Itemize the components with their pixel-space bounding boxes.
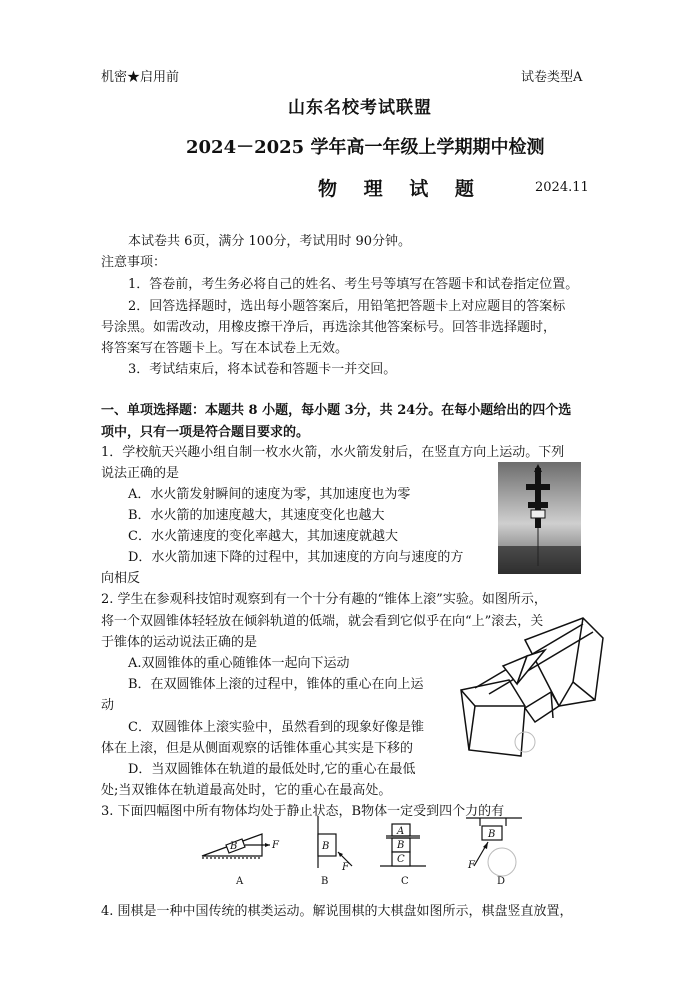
option-d: D．水火箭加速下降的过程中，其加速度的方向与速度的方: [128, 550, 464, 565]
diagram-b: [318, 816, 352, 873]
question-stem: 2. 学生在参观科技馆时观察到有一个十分有趣的“锥体上滚”实验。如图所示，: [101, 592, 547, 607]
notice-title: 注意事项：: [101, 255, 167, 270]
diagram-c-a-label: A: [397, 826, 405, 837]
intro-line: 本试卷共 6页，满分 100分，考试用时 90分钟。: [128, 234, 412, 249]
diagram-c-c-label: C: [397, 854, 405, 865]
option-c-cont: 体在上滚，但是从侧面观察的话锥体重心其实是下移的: [101, 741, 414, 756]
org-title: 山东名校考试联盟: [288, 98, 432, 118]
question-stem: 于锥体的运动说法正确的是: [101, 635, 258, 650]
option-d-cont: 向相反: [101, 571, 141, 586]
diagram-label-a: A: [236, 876, 244, 887]
option-b-cont: 动: [101, 698, 115, 713]
notice-item: 将答案写在答题卡上。写在本试卷上无效。: [101, 341, 349, 356]
diagram-b-f-label: F: [342, 862, 349, 873]
exam-date: 2024.11: [535, 180, 589, 195]
notice-item: 3．考试结束后，将本试卷和答题卡一并交回。: [128, 362, 397, 377]
confidential-label: 机密★启用前: [101, 70, 180, 85]
question-stem: 3. 下面四幅图中所有物体均处于静止状态，B物体一定受到四个力的有: [101, 804, 505, 819]
section-heading: 一、单项选择题：本题共 8 小题，每小题 3分，共 24分。在每小题给出的四个选: [101, 403, 572, 418]
option-a: A.双圆锥体的重心随锥体一起向下运动: [128, 656, 350, 671]
double-cone-figure: [455, 610, 605, 758]
diagram-label-d: D: [497, 876, 506, 887]
question-stem: 将一个双圆锥体轻轻放在倾斜轨道的低端，就会看到它似乎在向“上”滚去，关: [101, 614, 544, 629]
question-stem: 说法正确的是: [101, 466, 180, 481]
option-c: C．双圆锥体上滚实验中，虽然看到的现象好像是锥: [128, 720, 424, 735]
water-rocket-photo: [498, 462, 581, 574]
option-d-cont: 处;当双锥体在轨道最高处时，它的重心在最高处。: [101, 783, 392, 798]
diagram-d-f-label: F: [468, 860, 475, 871]
diagram-label-c: C: [401, 876, 409, 887]
option-b: B．水火箭的加速度越大，其速度变化也越大: [128, 508, 385, 523]
section-heading: 项中，只有一项是符合题目要求的。: [101, 425, 310, 440]
option-c: C．水火箭速度的变化率越大，其加速度就越大: [128, 529, 398, 544]
subject-title: 物 理 试 题: [318, 178, 484, 200]
option-a: A．水火箭发射瞬间的速度为零，其加速度也为零: [128, 487, 411, 502]
diagram-d-b-label: B: [488, 829, 496, 840]
diagram-label-b: B: [321, 876, 329, 887]
diagram-a-f-label: F: [272, 840, 279, 851]
diagram-c-b-label: B: [397, 840, 405, 851]
notice-item: 号涂黑。如需改动，用橡皮擦干净后，再选涂其他答案标号。回答非选择题时，: [101, 320, 557, 335]
diagram-a-b-label: B: [230, 841, 238, 852]
option-b: B．在双圆锥体上滚的过程中，锥体的重心在向上运: [128, 677, 424, 692]
diagram-b-b-label: B: [322, 841, 330, 852]
diagram-a: [202, 834, 280, 858]
diagram-d: [466, 818, 522, 876]
option-d: D．当双圆锥体在轨道的最低处时,它的重心在最低: [128, 762, 416, 777]
exam-type-label: 试卷类型A: [521, 70, 583, 85]
notice-item: 1．答卷前，考生务必将自己的姓名、考生号等填写在答题卡和试卷指定位置。: [128, 277, 579, 292]
notice-item: 2．回答选择题时，选出每小题答案后，用铅笔把答题卡上对应题目的答案标: [128, 299, 566, 314]
exam-title: 2024－2025 学年高一年级上学期期中检测: [186, 137, 545, 158]
diagram-c: [380, 824, 426, 866]
question-stem: 1．学校航天兴趣小组自制一枚水火箭，水火箭发射后，在竖直方向上运动。下列: [101, 445, 565, 460]
question-stem: 4. 围棋是一种中国传统的棋类运动。解说围棋的大棋盘如图所示，棋盘竖直放置，: [101, 904, 573, 919]
